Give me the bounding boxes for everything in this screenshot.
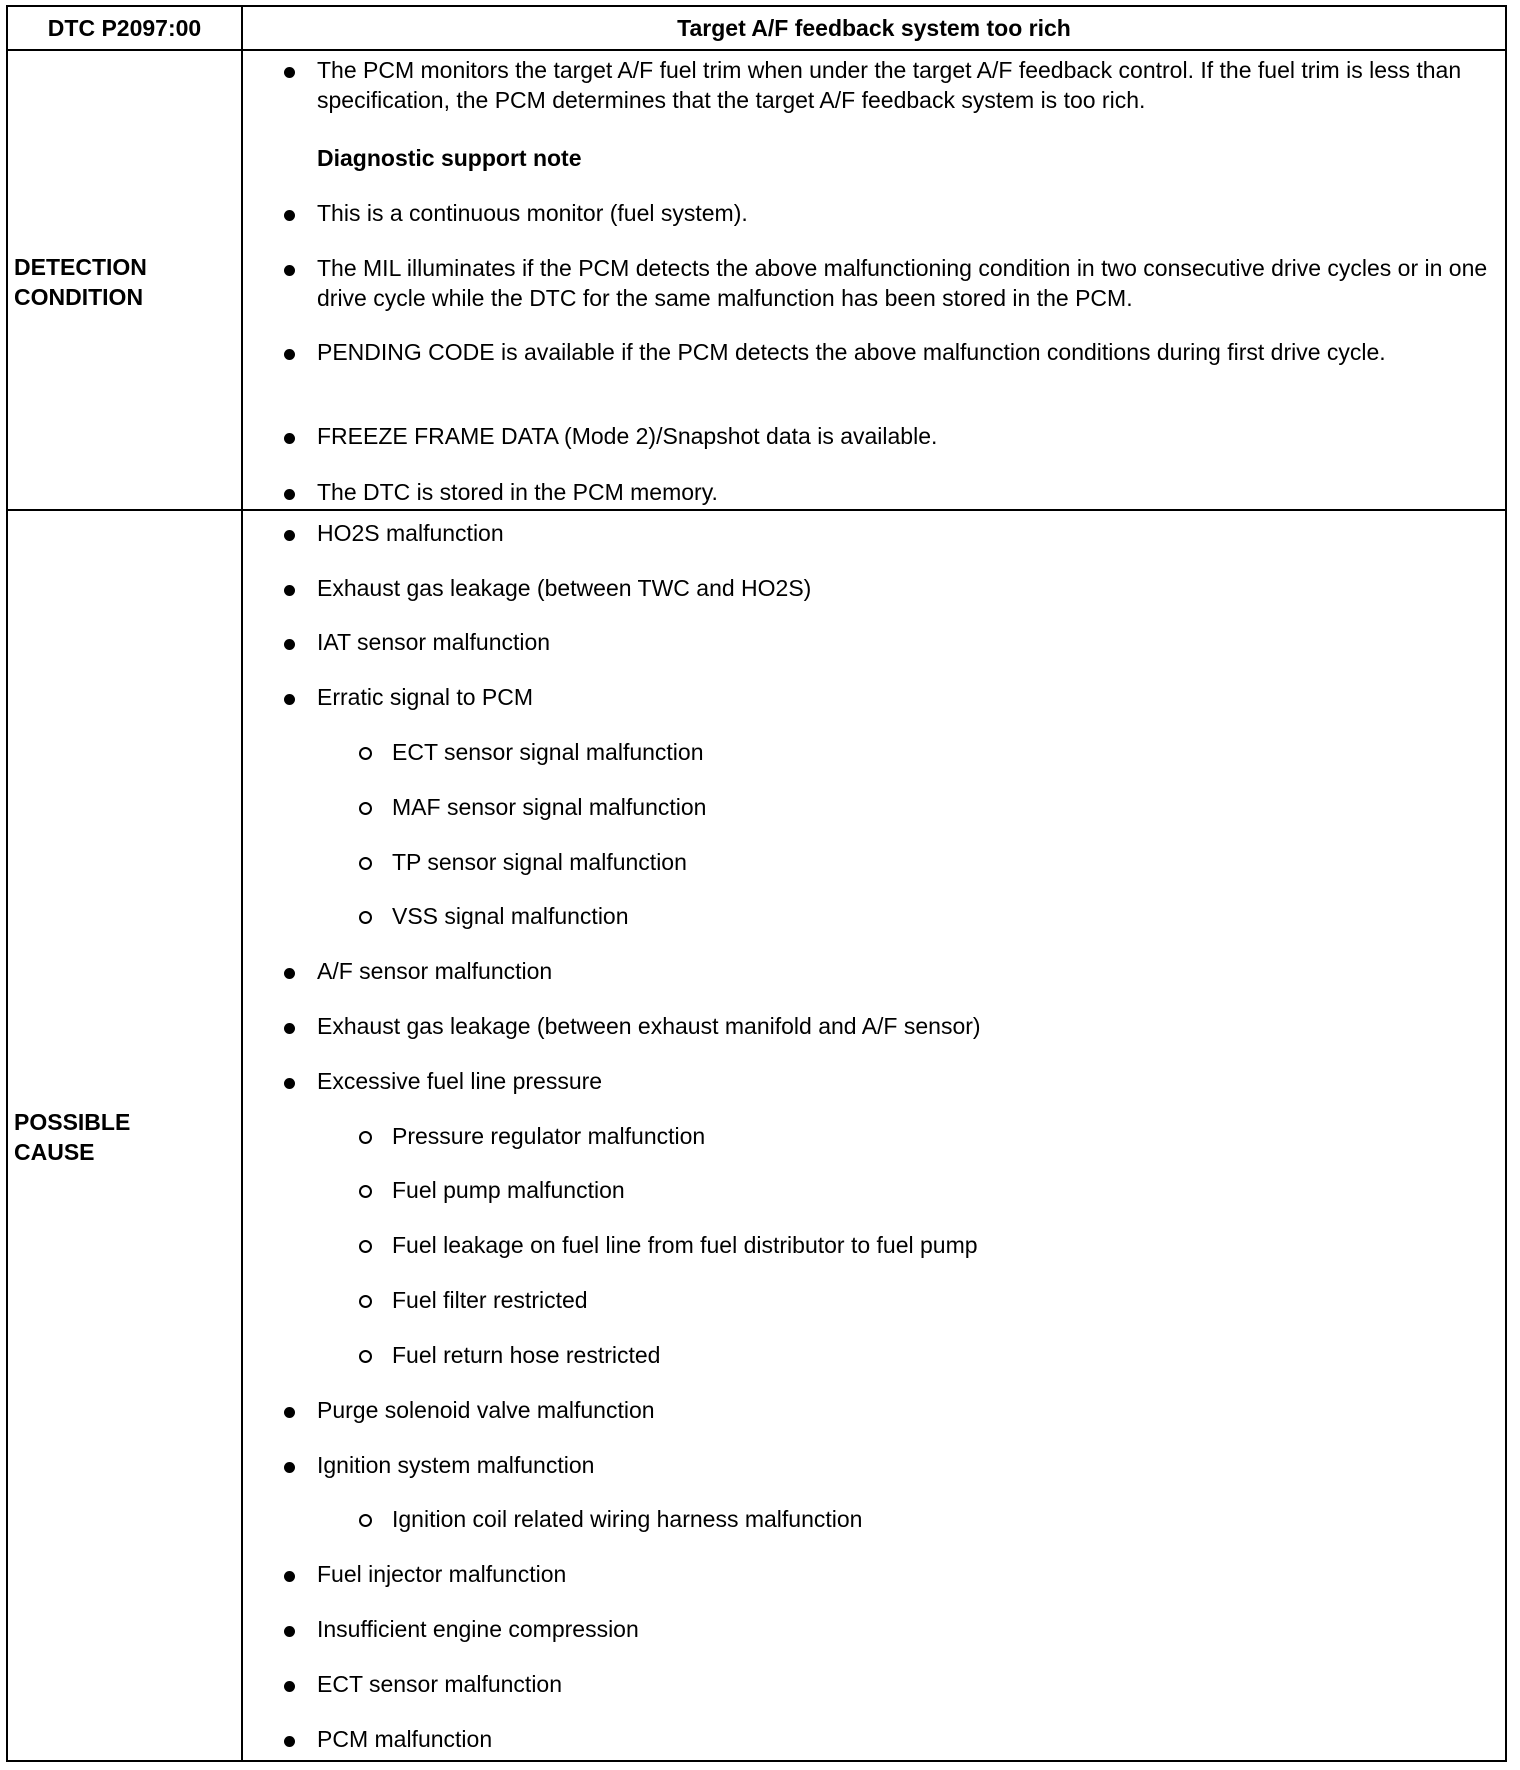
sub-bullet-icon [359,737,372,767]
cause-item: Exhaust gas leakage (between exhaust manifold and A/F sensor) [317,1013,981,1039]
cause-item: IAT sensor malfunction [317,629,551,655]
bullet-icon [284,1395,295,1425]
bullet-icon [284,1724,295,1754]
cause-item: PCM malfunction [317,1726,493,1752]
cause-item: Exhaust gas leakage (between TWC and HO2S) [317,575,812,601]
bullet-icon [284,956,295,986]
cause-item: Purge solenoid valve malfunction [317,1397,655,1423]
cause-subitem: VSS signal malfunction [392,903,629,929]
detection-item: PENDING CODE is available if the PCM detects the above malfunction conditions during first drive cycle. [317,339,1386,365]
bullet-icon [284,421,295,451]
dtc-title: Target A/F feedback system too rich [677,14,1071,41]
bullet-icon [284,1559,295,1589]
column-divider [241,7,243,1760]
header-divider [8,49,1505,51]
diagnostic-support-note-heading: Diagnostic support note [317,145,582,171]
cause-item: Erratic signal to PCM [317,684,534,710]
cause-subitem: ECT sensor signal malfunction [392,739,704,765]
bullet-icon [284,55,295,85]
dtc-code: DTC P2097:00 [47,14,202,41]
detection-label-line1: DETECTION [14,254,147,280]
bullet-icon [284,1450,295,1480]
cause-item: A/F sensor malfunction [317,958,553,984]
bullet-icon [284,337,295,367]
cause-item: Ignition system malfunction [317,1452,595,1478]
cause-subitem: Fuel pump malfunction [392,1177,625,1203]
bullet-icon [284,1669,295,1699]
cause-subitem: Ignition coil related wiring harness malfunction [392,1506,863,1532]
cause-subitem: Pressure regulator malfunction [392,1123,706,1149]
detection-item: FREEZE FRAME DATA (Mode 2)/Snapshot data is available. [317,423,938,449]
cause-subitem: MAF sensor signal malfunction [392,794,707,820]
bullet-icon [284,477,295,507]
row-divider [8,509,1505,511]
sub-bullet-icon [359,901,372,931]
cause-subitem: Fuel filter restricted [392,1287,588,1313]
bullet-icon [284,627,295,657]
cause-subitem: TP sensor signal malfunction [392,849,687,875]
bullet-icon [284,198,295,228]
sub-bullet-icon [359,1340,372,1370]
possible-cause-label [14,1107,130,1167]
sub-bullet-icon [359,1121,372,1151]
cause-item: Fuel injector malfunction [317,1561,567,1587]
bullet-icon [284,253,295,283]
sub-bullet-icon [359,1230,372,1260]
sub-bullet-icon [359,1285,372,1315]
sub-bullet-icon [359,847,372,877]
detection-label-line2: CONDITION [14,284,144,310]
detection-condition-label [14,252,147,312]
cause-subitem: Fuel return hose restricted [392,1342,661,1368]
sub-bullet-icon [359,1504,372,1534]
bullet-icon [284,682,295,712]
sub-bullet-icon [359,1175,372,1205]
cause-item: ECT sensor malfunction [317,1671,563,1697]
bullet-icon [284,1011,295,1041]
cause-subitem: Fuel leakage on fuel line from fuel distributor to fuel pump [392,1232,978,1258]
sub-bullet-icon [359,792,372,822]
cause-item: Excessive fuel line pressure [317,1068,603,1094]
detection-intro: The PCM monitors the target A/F fuel trim when under the target A/F feedback control. If the fuel trim is less than specification, the PCM determines that the target A/F feedback system is too rich. [317,57,1462,113]
cause-item: Insufficient engine compression [317,1616,639,1642]
bullet-icon [284,518,295,548]
bullet-icon [284,1614,295,1644]
bullet-icon [284,573,295,603]
bullet-icon [284,1066,295,1096]
detection-item: The MIL illuminates if the PCM detects the above malfunctioning condition in two consecutive drive cycles or in one drive cycle while the DTC for the same malfunction has been stored in the PCM. [317,255,1488,311]
cause-label-line1: POSSIBLE [14,1109,131,1135]
cause-item: HO2S malfunction [317,520,504,546]
detection-item: The DTC is stored in the PCM memory. [317,479,718,505]
detection-item: This is a continuous monitor (fuel system). [317,200,748,226]
dtc-table [6,5,1507,1762]
cause-label-line2: CAUSE [14,1139,95,1165]
